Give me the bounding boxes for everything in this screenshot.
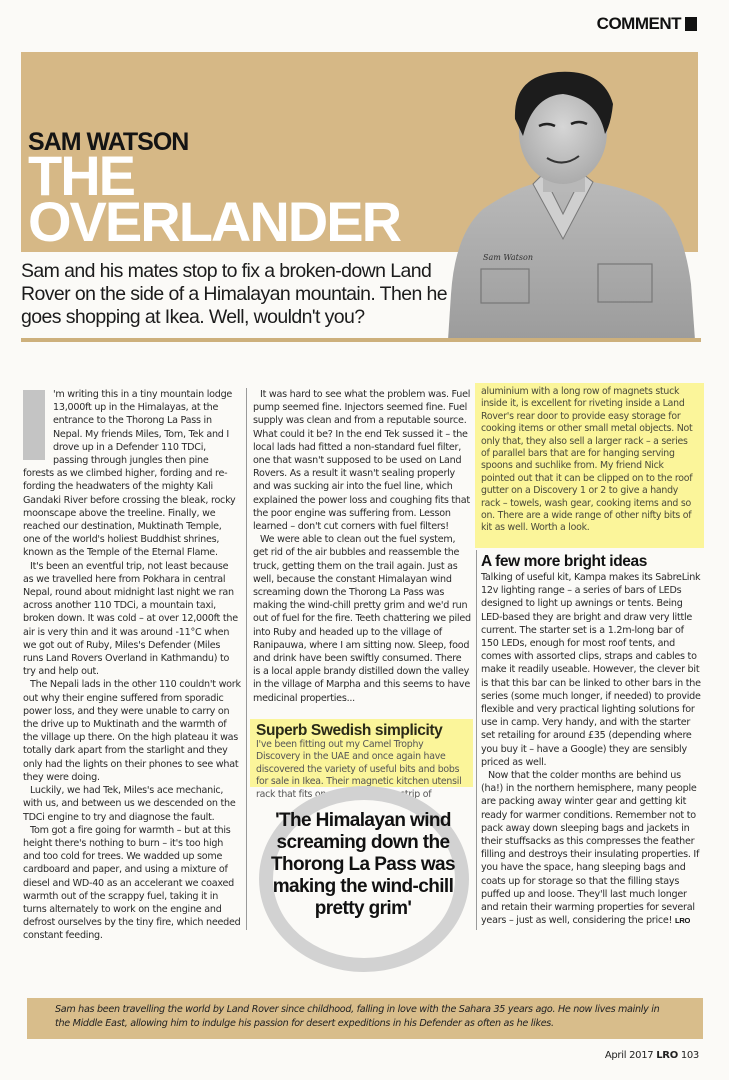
author-bio: Sam has been travelling the world by Land Rover since childhood, falling in love with the Sahara 35 years ago. He now lives mainly in the Middle East, allowing him to indulge his passion for desert expeditions in his Defender as often as he likes. — [27, 998, 703, 1039]
article-column-3 — [481, 553, 703, 927]
article-column-1 — [23, 388, 241, 943]
end-mark: LRO — [675, 916, 691, 926]
paragraph: The Nepali lads in the other 110 couldn't work out why their engine suffered from sporadic power loss, and they were unable to carry on the drive up to Muktinath and the warmth of the village up there. On the high plateau it was totally dark apart from the starlight and they only had the lights on their phones to see what they were doing. — [23, 679, 241, 783]
paragraph: We were able to clean out the fuel system, get rid of the air bubbles and reassemble the truck, getting them on the trail again. Just as well, because the constant Himalayan wind screaming down the Thorong La Pass was making the wind-chill pretty grim and we'd run out of fuel for the fire. Teeth chattering we piled into Ruby and headed up to the village of Ranipauwa, where I am sitting now. Sleep, food and drink have been swiftly consumed. There is a local apple brandy distilled down the valley in the village of Marpha and this seems to have medicinal properties... — [253, 534, 471, 704]
issue-date: April 2017 — [604, 1050, 654, 1061]
paragraph: Talking of useful kit, Kampa makes its SabreLink 12v lighting range – a series of bars of LEDs designed to light up awnings or tents. Being LED-based they are bright and draw very little current. The starter set is a 1.2m-long bar of 150 LEDs, enough for most roof tents, and comes with assorted clips, straps and cables to make it readily useable. However, the clever bit is that this bar can be linked to other bars in the series (some much longer, if needed) to provide flexible and very practical lighting solutions for use in camp. Very handy, and with the starter set retailing for around £35 (depending where you buy it – have a Google) they are sensibly priced as well. — [481, 572, 701, 768]
section-tag — [597, 14, 697, 34]
pull-quote: 'The Himalayan wind screaming down the Thorong La Pass was making the wind-chill pretty grim' — [271, 810, 455, 919]
subheading: A few more bright ideas — [481, 553, 647, 570]
column-divider — [476, 550, 477, 930]
column-divider — [246, 388, 247, 930]
page-number: 103 — [680, 1050, 699, 1061]
paragraph: Luckily, we had Tek, Miles's ace mechanic, with us, and between us we descended on the TDCi engine to try and diagnose the fault. — [23, 785, 236, 823]
ikea-box-text: I've been fitting out my Camel Trophy Discovery in the UAE and once again have discovered the variety of useful bits and bobs for sale in Ikea. Their magnetic kitchen utensil rack that fits on a wall, simply a strip of — [256, 739, 462, 800]
paragraph: It's been an eventful trip, not least because as we travelled here from Pokhara in central Nepal, round about midnight last night we ran across another 110 TDCi, a mountain taxi, broken down. It was cold – at over 12,000ft the air is very thin and it was around -11°C when we got out of Ruby, Miles's Defender (Miles runs Land Rovers Overland in Kathmandu) to try and help out. — [23, 560, 238, 678]
column-title-line2: OVERLANDER — [28, 190, 401, 253]
drop-cap-block — [23, 390, 45, 460]
section-tag-label: COMMENT — [596, 14, 681, 33]
paragraph: Now that the colder months are behind us (ha!) in the northern hemisphere, many people are packing away winter gear and getting kit ready for warmer conditions. Remember not to pack away down sleeping bags and jackets in their stuffsacks as this compresses the feather filling and destroys their insulating properties. If you have the space, hang sleeping bags and coats up for storage so that the filling stays puffed up and loose. They'll last much longer and retain their warming properties for several years – just as well, considering the price! LRO — [481, 770, 700, 927]
paragraph: It was hard to see what the problem was. Fuel pump seemed fine. Injectors seemed fine. Fuel supply was clean and from a reputable source. What could it be? In the end Tek sussed it – the local lads had fitted a non-standard fuel filter, one that wasn't supposed to be used on Land Rovers. As a result it wasn't sealing properly and was sucking air into the fuel line, which explained the power loss and coughing fits that the poor engine was suffering from. Lesson learned – don't cut corners with fuel filters! — [253, 389, 471, 533]
portrait-name-tag: Sam Watson — [483, 253, 533, 262]
magazine-name: LRO — [656, 1050, 678, 1061]
author-byline: SAM WATSON — [28, 128, 189, 156]
paragraph: 'm writing this in a tiny mountain lodge 13,000ft up in the Himalayas, at the entrance to the Thorong La Pass in Nepal. My friends Miles, Tom, Tek and I drove up in a Defender 110 TDCi, passing through jungles then pine forests as we climbed higher, fording and re-fording the headwaters of the mighty Kali Gandaki River before crossing the bleak, rocky moonscape above the treeline. Finally, we reached our destination, Muktinath Temple, one of the world's holiest Buddhist shrines, known as the Temple of the Eternal Flame. — [23, 389, 236, 559]
column-title-line1: THE — [28, 144, 134, 207]
article-column-2 — [253, 388, 471, 705]
paragraph: Tom got a fire going for warmth – but at this height there's nothing to burn – it's too high and too cold for trees. We wadded up some cardboard and paper, and using a mixture of diesel and WD-40 as an accelerant we coaxed warmth out of the scrappy fuel, taking it in turns alternately to work on the engine and defrost ourselves by the tiny fire, which needed constant feeding. — [23, 824, 241, 942]
ikea-box-part2 — [475, 383, 704, 548]
ikea-box-text-continued: aluminium with a long row of magnets stuck inside it, is excellent for riveting inside a Land Rover's rear door to provide easy storage for cooking items or other small metal objects. Not only that, they also sell a larger rack – a series of parallel bars that are for hanging serving spoons and suchlike from. My friend Nick pointed out that it can be clipped on to the roof gutter on a Discovery 1 or 2 to give a handy rack – towels, wash gear, cooking items and so on. There are a wide range of other nifty bits of kit as well. Worth a look. — [481, 386, 693, 534]
section-square-icon — [685, 17, 697, 31]
ikea-box-part1 — [250, 719, 473, 800]
page-folio — [605, 1050, 699, 1061]
ikea-box-heading: Superb Swedish simplicity — [256, 722, 443, 739]
header-rule — [21, 338, 701, 342]
standfirst: Sam and his mates stop to fix a broken-down Land Rover on the side of a Himalayan mountain. Then he goes shopping at Ikea. Well, wouldn't you? — [21, 260, 447, 328]
author-portrait — [443, 64, 700, 340]
